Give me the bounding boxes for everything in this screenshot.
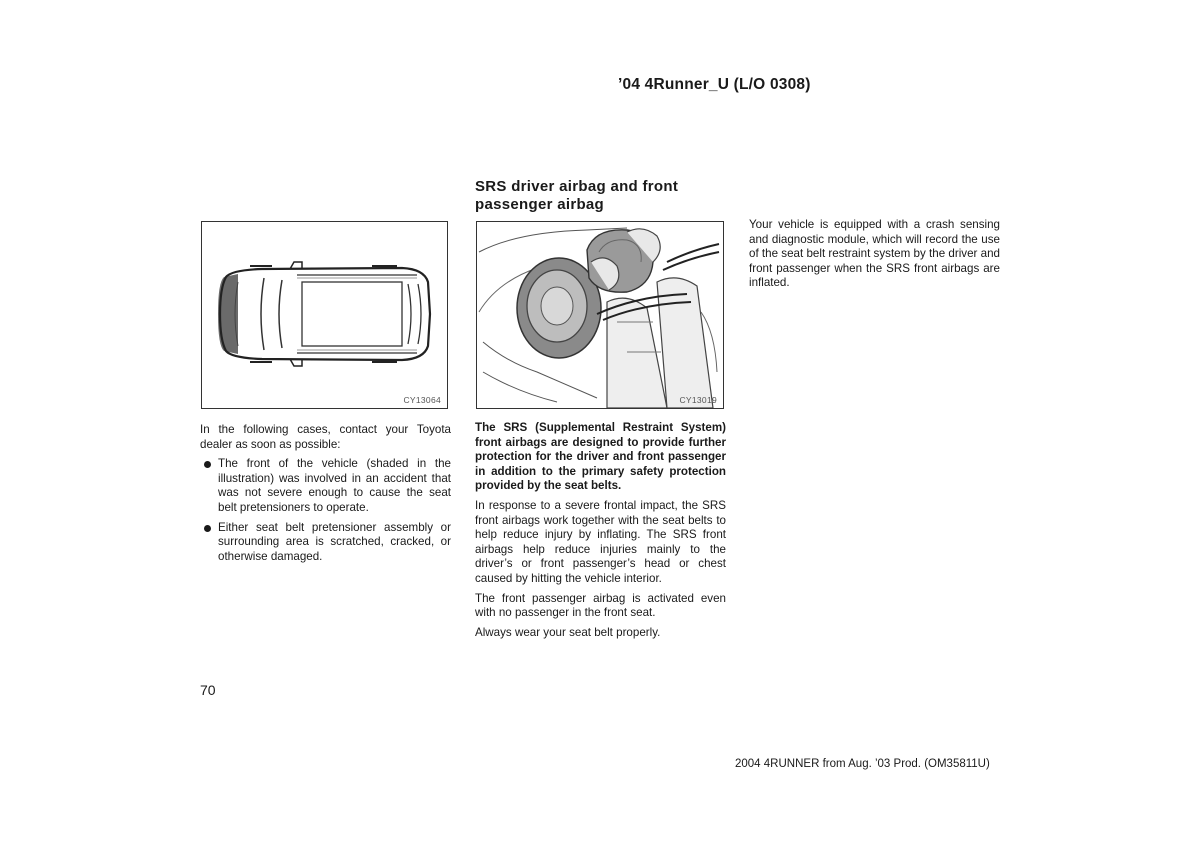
airbag-deployment-figure (476, 221, 724, 409)
page-number: 70 (200, 682, 216, 698)
section-heading: SRS driver airbag and front passenger airbag (475, 178, 679, 213)
body-paragraph: Always wear your seat belt properly. (475, 625, 661, 639)
body-paragraph: Your vehicle is equipped with a crash sensing and diagnostic module, which will record the use of the seat belt restraint system by the driver and front passenger when the SRS front airbags are inflated. (749, 218, 1000, 290)
middle-column (475, 421, 726, 645)
document-header-title: ’04 4Runner_U (L/O 0308) (618, 76, 811, 93)
figure-code-label: CY13019 (679, 395, 717, 405)
bullet-text: Either seat belt pretensioner assembly or surrounding area is scratched, cracked, or otherwise damaged. (218, 520, 451, 563)
airbag-deployment-icon (477, 222, 723, 408)
vehicle-top-view-icon (202, 222, 447, 408)
figure-code-label: CY13064 (403, 395, 441, 405)
left-column (200, 423, 451, 569)
bold-paragraph: The SRS (Supplemental Restraint System) front airbags are designed to provide further protection for the driver and front passenger in addition to the primary safety protection provided by the seat belts. (475, 421, 726, 493)
bullet-list (200, 457, 451, 564)
bullet-item (200, 457, 451, 515)
bullet-text: The front of the vehicle (shaded in the illustration) was involved in an accident that was not severe enough to cause the seat belt pretensioners to operate. (218, 457, 451, 514)
document-footer: 2004 4RUNNER from Aug. ’03 Prod. (OM35811U) (735, 758, 990, 770)
right-column (749, 218, 1000, 296)
bullet-dot-icon (204, 461, 211, 468)
vehicle-top-view-figure (201, 221, 448, 409)
body-paragraph: The front passenger airbag is activated even with no passenger in the front seat. (475, 591, 726, 620)
body-paragraph: In response to a severe frontal impact, the SRS front airbags work together with the seat belts to help reduce injury by inflating. The SRS front airbags help reduce injuries mainly to the driver’s or front passenger’s head or chest caused by hitting the vehicle interior. (475, 498, 726, 585)
bullet-dot-icon (204, 525, 211, 532)
bullet-item (200, 521, 451, 565)
intro-paragraph: In the following cases, contact your Toyota dealer as soon as possible: (200, 423, 451, 451)
